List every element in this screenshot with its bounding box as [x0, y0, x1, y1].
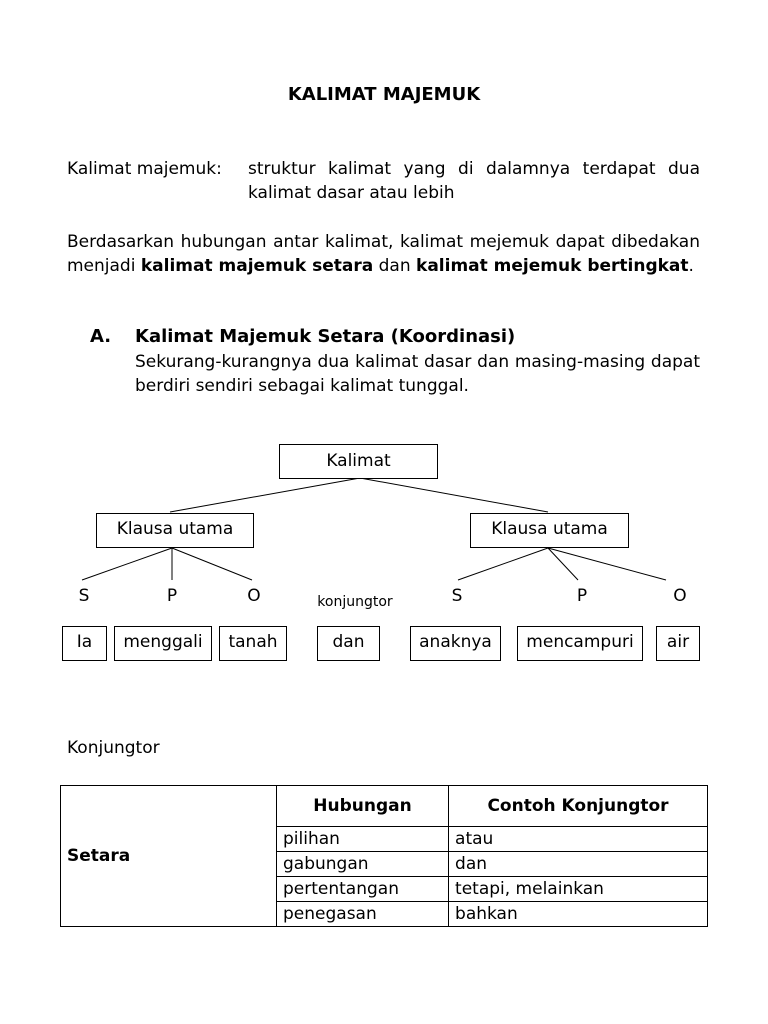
- table-cell-relation: pilihan: [277, 827, 449, 852]
- tree-root-box: Kalimat: [279, 444, 438, 479]
- konjungtor-table: [60, 785, 708, 927]
- line-right-o: [548, 548, 666, 580]
- table-header-row: [61, 786, 708, 827]
- table-cell-example: tetapi, melainkan: [449, 877, 708, 902]
- intro-part2: dan: [373, 256, 417, 276]
- intro-part3: .: [688, 256, 694, 276]
- table-cell-relation: penegasan: [277, 902, 449, 927]
- section-title: Kalimat Majemuk Setara (Koordinasi): [135, 326, 516, 347]
- intro-bold-bertingkat: kalimat mejemuk bertingkat: [416, 256, 689, 276]
- section-letter: A.: [90, 326, 112, 347]
- table-cell-relation: gabungan: [277, 852, 449, 877]
- word-box-mencampuri: mencampuri: [517, 626, 643, 661]
- word-box-menggali: menggali: [114, 626, 212, 661]
- table-cell-example: bahkan: [449, 902, 708, 927]
- role-left-p: P: [166, 586, 178, 606]
- table-cell-example: dan: [449, 852, 708, 877]
- page-title: KALIMAT MAJEMUK: [287, 84, 481, 105]
- line-root-left: [170, 478, 360, 512]
- table-row-header-setara: Setara: [61, 786, 277, 927]
- table-header-hubungan: Hubungan: [277, 786, 449, 827]
- intro-part1: Berdasarkan hubungan antar kalimat, kalimat mejemuk dapat dibedakan menjadi: [67, 232, 700, 276]
- role-left-o: O: [247, 586, 261, 606]
- word-box-tanah: tanah: [219, 626, 287, 661]
- word-box-anaknya: anaknya: [410, 626, 501, 661]
- role-right-o: O: [673, 586, 687, 606]
- word-box-ia: Ia: [62, 626, 107, 661]
- line-right-p: [548, 548, 578, 580]
- line-left-s: [82, 548, 172, 580]
- table-cell-relation: pertentangan: [277, 877, 449, 902]
- table-header-contoh: Contoh Konjungtor: [449, 786, 708, 827]
- line-left-o: [172, 548, 252, 580]
- role-left-s: S: [78, 586, 90, 606]
- role-right-p: P: [576, 586, 588, 606]
- tree-clause-right-box: Klausa utama: [470, 513, 629, 548]
- word-box-dan: dan: [317, 626, 380, 661]
- role-right-s: S: [451, 586, 463, 606]
- intro-bold-setara: kalimat majemuk setara: [140, 256, 374, 276]
- line-right-s: [458, 548, 548, 580]
- konjungtor-label: Konjungtor: [67, 738, 160, 758]
- line-root-right: [360, 478, 548, 512]
- word-box-air: air: [656, 626, 700, 661]
- section-text: Sekurang-kurangnya dua kalimat dasar dan masing-masing dapat berdiri sendiri sebagai kalimat tunggal.: [135, 352, 700, 396]
- conjunction-label: konjungtor: [317, 594, 393, 610]
- table-cell-example: atau: [449, 827, 708, 852]
- definition-label: Kalimat majemuk:: [67, 159, 222, 179]
- tree-clause-left-box: Klausa utama: [96, 513, 254, 548]
- definition-text: struktur kalimat yang di dalamnya terdapat dua kalimat dasar atau lebih: [248, 159, 700, 203]
